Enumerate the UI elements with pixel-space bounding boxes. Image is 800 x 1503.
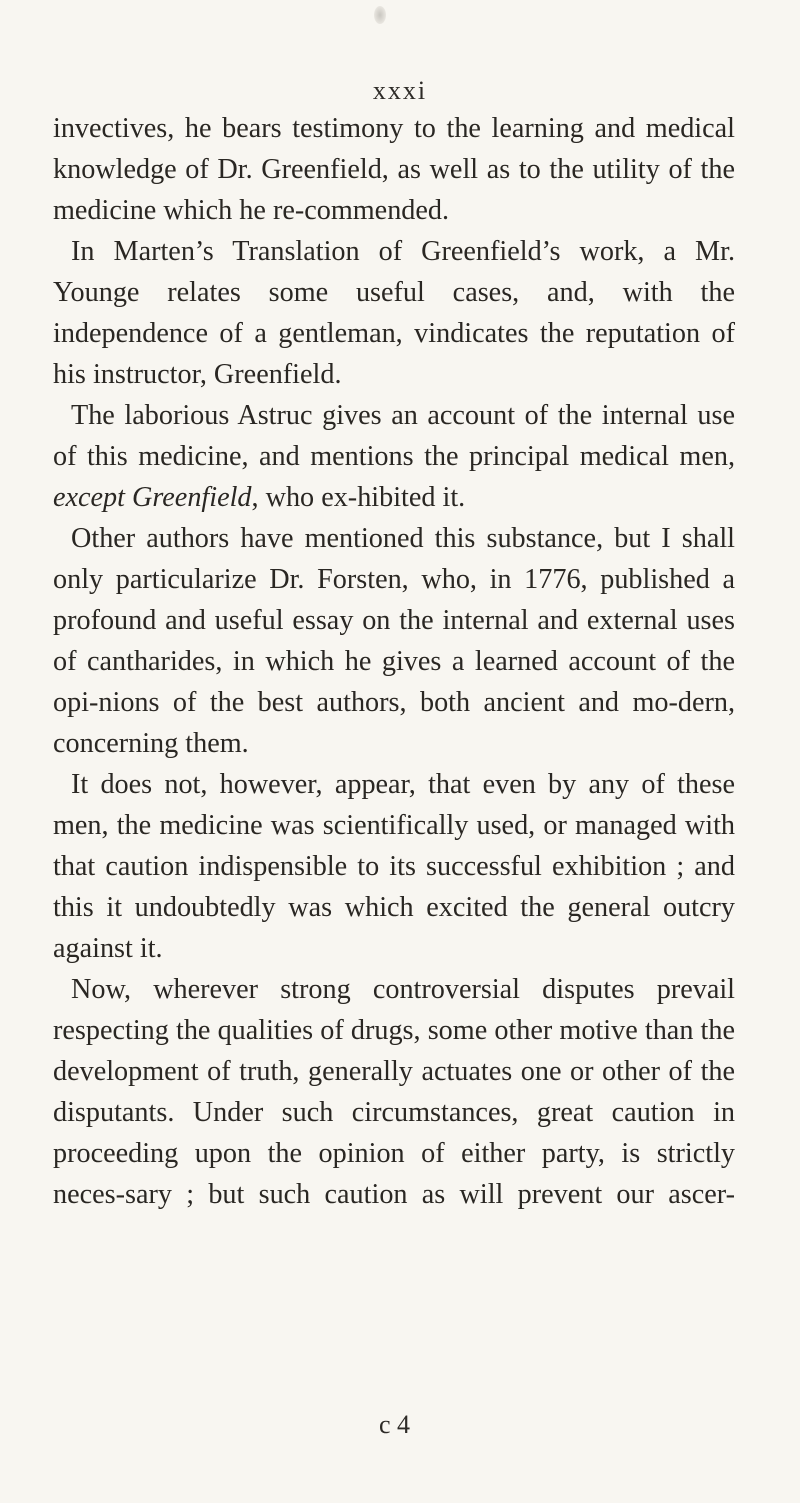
page-number: xxxi [372, 76, 428, 105]
italic-phrase: except Greenfield [53, 482, 252, 513]
body-text [53, 108, 735, 1256]
paragraph-5: It does not, however, appear, that even by any of these men, the medicine was scientifically used, or managed with that caution indispensible to its successful exhibition ; and this it undoubtedly was which excited the general outcry against it. [53, 769, 735, 964]
paper-stain [374, 6, 386, 24]
paragraph-3-end: , who ex-hibited it. [251, 482, 466, 513]
paragraph-3 [53, 395, 735, 518]
paragraph-1: invectives, he bears testimony to the learning and medical knowledge of Dr. Greenfield, as well as to the utility of the medicine which he re-commended. [53, 113, 735, 226]
paragraph-4: Other authors have mentioned this substance, but I shall only particularize Dr. Forsten, who, in 1776, published a profound and useful essay on the internal and external uses of cantharides, in which he gives a learned account of the opi-nions of the best authors, both ancient and mo-dern, concerning them. [53, 523, 735, 759]
paragraph-3-start: The laborious Astruc gives an account of the internal use of this medicine, and mentions the principal medical men, [53, 400, 735, 472]
paragraph-2: In Marten’s Translation of Greenfield’s work, a Mr. Younge relates some useful cases, and, with the independence of a gentleman, vindicates the reputation of his instructor, Greenfield. [53, 236, 735, 390]
signature-mark: c 4 [379, 1410, 411, 1439]
paragraph-6: Now, wherever strong controversial disputes prevail respecting the qualities of drugs, some other motive than the development of truth, generally actuates one or other of the disputants. Under such circumstances, great caution in proceeding upon the opinion of either party, is strictly neces-sary ; but such caution as will prevent our ascer- [53, 974, 735, 1210]
